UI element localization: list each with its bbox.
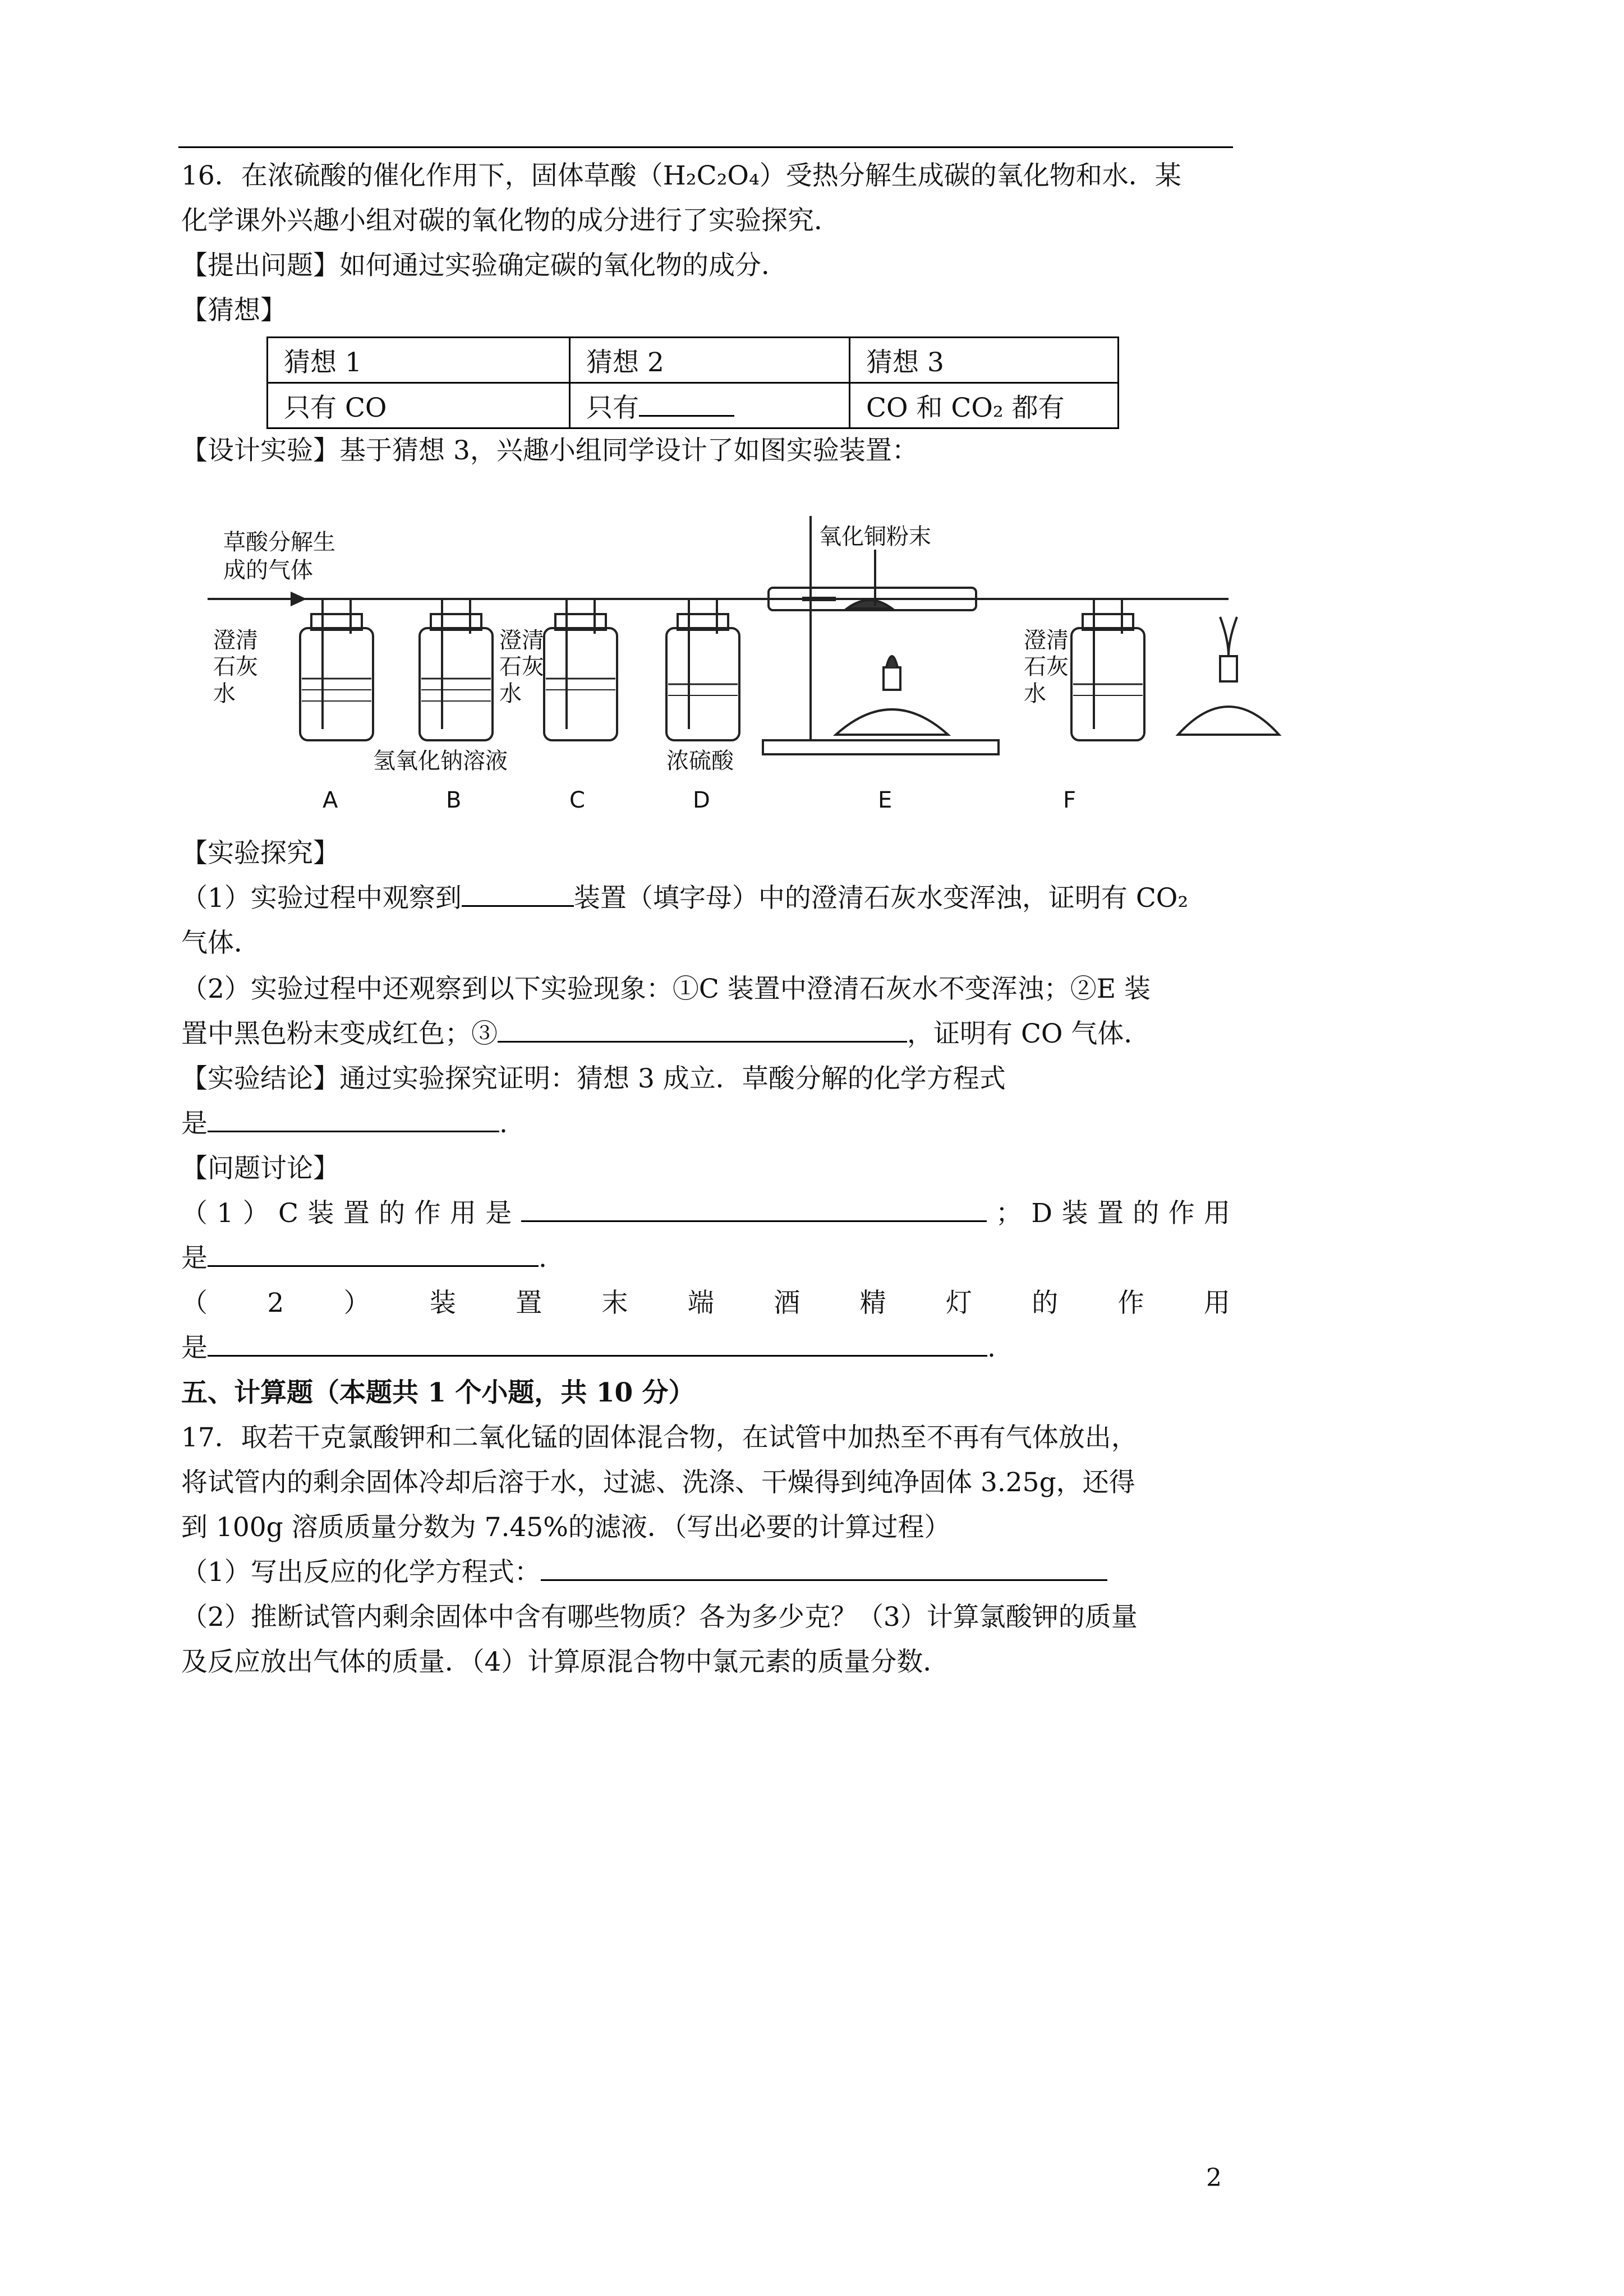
d1-p3: C	[278, 1198, 298, 1229]
limewater-a-3: 水	[213, 681, 236, 707]
inlet-label-1: 草酸分解生	[223, 529, 335, 555]
conclusion-2-text: 是	[181, 1108, 208, 1139]
d2-p0: （	[181, 1288, 208, 1318]
d1-p0: （	[181, 1198, 208, 1229]
discuss-heading: 【问题讨论】	[181, 1153, 339, 1184]
limewater-f-2: 石灰	[1024, 654, 1069, 680]
guess-table-header-row	[268, 338, 1119, 383]
explore-1-b: 装置（填字母）中的澄清石灰水变浑浊，证明有 CO₂	[573, 883, 1189, 914]
conclusion: 【实验结论】通过实验探究证明：猜想 3 成立．草酸分解的化学方程式	[181, 1063, 1006, 1094]
q17-line-2: 将试管内的剩余固体冷却后溶于水，过滤、洗涤、干燥得到纯净固体 3.25g，还得	[181, 1467, 1135, 1498]
d1-r2: 置	[1097, 1198, 1124, 1229]
page-number: 2	[1206, 2164, 1222, 2192]
d1-p2: ）	[242, 1198, 269, 1229]
d2-p12: 用	[1203, 1288, 1230, 1318]
d2b-period: .	[987, 1333, 996, 1363]
d2-p4: 置	[516, 1288, 542, 1318]
discuss-2b-blank[interactable]	[208, 1330, 987, 1357]
d1-p8: 用	[449, 1198, 476, 1229]
explore-heading: 【实验探究】	[181, 838, 339, 869]
cuo-label: 氧化铜粉末	[819, 524, 931, 550]
explore-1	[181, 880, 1188, 916]
q17-line-4	[181, 1555, 1107, 1590]
d2-p5: 末	[601, 1288, 628, 1318]
q16-line-2: 化学课外兴趣小组对碳的氧化物的成分进行了实验探究．	[181, 205, 840, 236]
guess-2-content	[570, 383, 850, 428]
alcohol-lamp-end	[1178, 617, 1279, 735]
naoh-label: 氢氧化钠溶液	[373, 748, 508, 774]
explore-1-blank[interactable]	[462, 880, 574, 907]
d1-r4: 作	[1168, 1198, 1195, 1229]
bottle-c	[544, 599, 617, 740]
q17-equation-blank[interactable]	[541, 1555, 1107, 1581]
q17-line-1: 17．取若干克氯酸钾和二氧化锰的固体混合物，在试管中加热至不再有气体放出，	[181, 1422, 1138, 1453]
guess-1-header: 猜想 1	[268, 338, 570, 383]
explore-2-blank[interactable]	[498, 1016, 907, 1043]
experiment-apparatus-diagram	[208, 505, 1285, 819]
explore-2-b: 置中黑色粉末变成红色；③	[181, 1018, 498, 1049]
label-b: B	[446, 787, 462, 813]
d2-p6: 端	[687, 1288, 714, 1318]
limewater-f-3: 水	[1024, 681, 1046, 707]
limewater-c-2: 石灰	[499, 654, 544, 680]
d2-p10: 的	[1032, 1288, 1059, 1318]
iron-stand	[763, 516, 999, 754]
discuss-1b-blank[interactable]	[208, 1241, 539, 1267]
discuss-1-blank[interactable]	[521, 1196, 987, 1222]
q16-line-1: 16．在浓硫酸的催化作用下，固体草酸（H₂C₂O₄）受热分解生成碳的氧化物和水．某	[181, 160, 1181, 191]
d2-p1: 2	[267, 1288, 284, 1318]
d2-p7: 酒	[774, 1288, 801, 1318]
design-experiment: 【设计实验】基于猜想 3，兴趣小组同学设计了如图实验装置：	[181, 435, 918, 466]
limewater-f-1: 澄清	[1024, 628, 1069, 653]
explore-2	[181, 1016, 1150, 1052]
q17-line-6: 及反应放出气体的质量．（4）计算原混合物中氯元素的质量分数．	[181, 1647, 950, 1677]
limewater-c-3: 水	[499, 681, 522, 707]
h2so4-label: 浓硫酸	[666, 748, 734, 774]
d1-p4: 装	[307, 1198, 334, 1229]
guess-2-blank[interactable]	[639, 390, 734, 417]
guess-table	[266, 336, 1119, 429]
label-d: D	[693, 787, 710, 813]
guess-heading: 【猜想】	[181, 295, 287, 326]
label-a: A	[323, 787, 338, 813]
d1b-text: 是	[181, 1243, 208, 1274]
discuss-2-b	[181, 1330, 996, 1366]
d1-p5: 置	[343, 1198, 370, 1229]
q17-line-5: （2）推断试管内剩余固体中含有哪些物质？各为多少克？（3）计算氯酸钾的质量	[181, 1602, 1138, 1633]
d1-p9: 是	[485, 1198, 512, 1229]
d1-r5: 用	[1203, 1198, 1230, 1229]
d2-p8: 精	[859, 1288, 886, 1318]
guess-3-header: 猜想 3	[850, 338, 1119, 383]
header-rule	[178, 146, 1233, 148]
explore-2-c: ，证明有 CO 气体．	[907, 1018, 1151, 1049]
bottle-f	[1071, 599, 1144, 740]
bottle-b	[420, 599, 493, 740]
bottle-a	[300, 599, 373, 740]
guess-table-content-row	[268, 383, 1119, 428]
guess-3-content: CO 和 CO₂ 都有	[850, 383, 1119, 428]
d2-p9: 灯	[945, 1288, 972, 1318]
d2b-text: 是	[181, 1333, 208, 1363]
limewater-c-1: 澄清	[499, 628, 544, 653]
d1-mid: ；	[996, 1198, 1022, 1229]
inlet-arrowhead	[292, 593, 304, 605]
explore-2-a: （2）实验过程中还观察到以下实验现象：①C 装置中澄清石灰水不变浑浊；②E 装	[181, 974, 1151, 1004]
d1-r3: 的	[1133, 1198, 1160, 1229]
guess-1-content: 只有 CO	[268, 383, 570, 428]
q17-line-3: 到 100g 溶质质量分数为 7.45%的滤液．（写出必要的计算过程）	[181, 1512, 951, 1543]
discuss-1	[181, 1196, 1230, 1232]
conclusion-period: .	[499, 1108, 508, 1139]
d2-p3: 装	[429, 1288, 456, 1318]
d2-p11: 作	[1117, 1288, 1144, 1318]
d1-p1: 1	[217, 1198, 234, 1229]
d2-p2: ）	[343, 1288, 370, 1318]
conclusion-blank[interactable]	[208, 1106, 499, 1132]
label-c: C	[569, 787, 585, 813]
label-e: E	[878, 787, 892, 813]
discuss-2	[181, 1285, 1230, 1321]
d1-p6: 的	[379, 1198, 406, 1229]
section-5-heading: 五、计算题（本题共 1 个小题，共 10 分）	[181, 1377, 695, 1408]
conclusion-2	[181, 1106, 508, 1142]
inlet-label-2: 成的气体	[223, 557, 313, 583]
explore-1-a: （1）实验过程中观察到	[181, 883, 462, 914]
alcohol-lamp-e	[836, 656, 948, 735]
limewater-a-1: 澄清	[213, 628, 258, 653]
d1-r1: 装	[1061, 1198, 1088, 1229]
d1-r0: D	[1031, 1198, 1053, 1229]
raise-question: 【提出问题】如何通过实验确定碳的氧化物的成分．	[181, 250, 788, 281]
d1-p7: 作	[414, 1198, 441, 1229]
limewater-a-2: 石灰	[213, 654, 258, 680]
d1b-period: .	[539, 1243, 547, 1274]
explore-1-c: 气体．	[181, 928, 260, 958]
bottle-d	[666, 599, 739, 740]
label-f: F	[1063, 787, 1076, 813]
discuss-1-b	[181, 1241, 547, 1276]
guess-2-header: 猜想 2	[570, 338, 850, 383]
guess-2-text: 只有	[586, 392, 639, 423]
q17-line-4-text: （1）写出反应的化学方程式：	[181, 1557, 541, 1588]
